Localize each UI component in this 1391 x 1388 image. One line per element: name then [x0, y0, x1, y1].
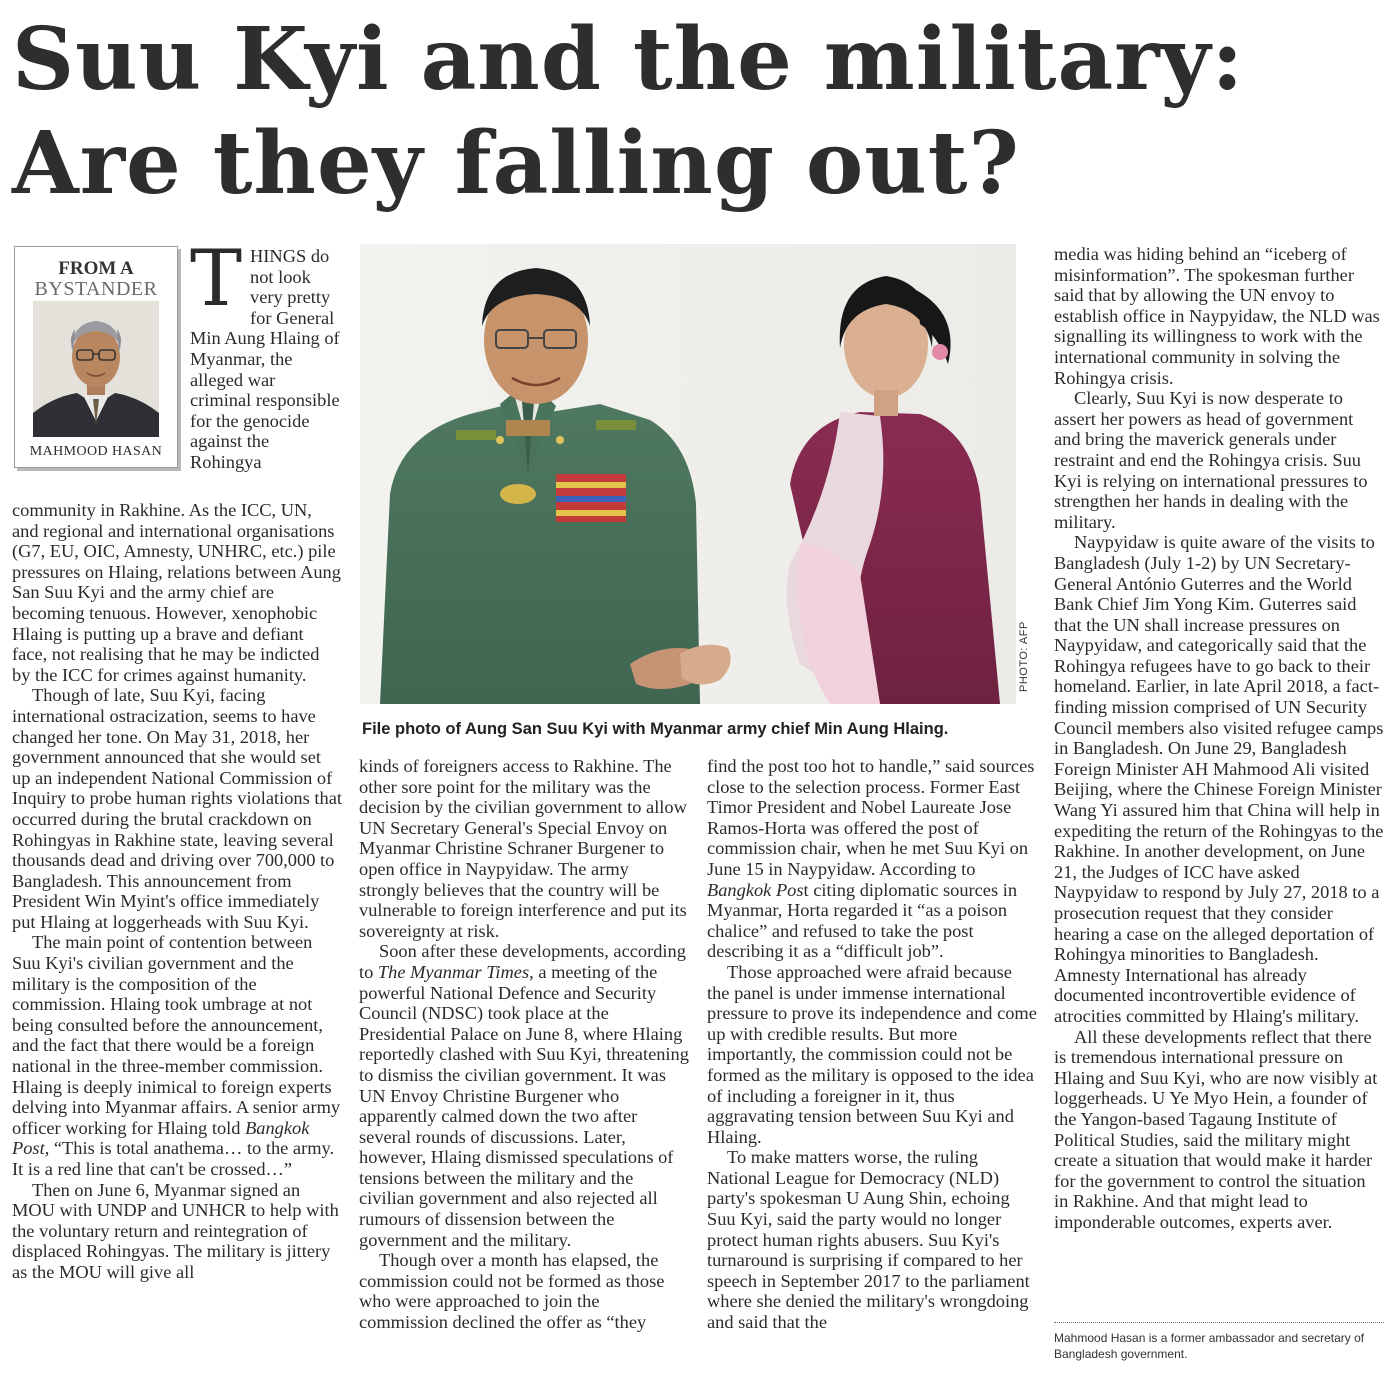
byline-box: [14, 246, 178, 468]
article-photo: [360, 244, 1016, 704]
headline-line-1: Suu Kyi and the military:: [12, 9, 1245, 110]
paragraph: To make matters worse, the ruling National League for Democracy (NLD) party's spokesman U Aung Shin, echoing Suu Kyi, said the party would no longer protect human rights abusers. Suu Kyi's turnaround is surprising if compared to her speech in September 2017 to the parliament where she denied the military's wrongdoing and said that the: [707, 1147, 1030, 1333]
publication-name: Bangkok Pos: [707, 879, 804, 900]
paragraph-text: Soon after these developments, according to: [359, 941, 686, 982]
article-column-1: [12, 500, 342, 1283]
headline-line-2: Are they falling out?: [12, 113, 1020, 214]
article-lead-column: [190, 234, 340, 473]
headline: [12, 8, 1382, 216]
article-column-3: [707, 756, 1037, 1333]
paragraph: [707, 756, 1037, 962]
paragraph: [12, 932, 342, 1179]
byline-author-name: MAHMOOD HASAN: [29, 444, 163, 459]
article-lead-text: HINGS do not look very pretty for General Min Aung Hlaing of Myanmar, the alleged war criminal responsible for the genocide against the Rohingya: [190, 246, 340, 472]
paragraph: Though of late, Suu Kyi, facing international ostracization, seems to have changed her tone. On May 31, 2018, her government announced that she would set up an independent National Commission of Inquiry to probe human rights violations that occurred during the brutal crackdown on Rohingyas in Rakhine state, leaving several thousands dead and driving over 700,000 to Bangladesh. This announcement from President Win Myint's office immediately put Hlaing at loggerheads with Suu Kyi.: [12, 685, 342, 932]
paragraph-text: , a meeting of the powerful National Defence and Security Council (NDSC) took place at the Presidential Palace on June 8, where Hlaing reportedly clashed with Suu Kyi, threatening to dismiss the civilian government. It was UN Envoy Christine Burgener who apparently calmed down the two after several rounds of discussions. Later, however, Hlaing dismissed speculations of tensions between the military and the civilian government and also rejected all rumours of dissension between the government and the military.: [359, 961, 689, 1250]
paragraph-text: find the post too hot to handle,” said sources close to the selection process. Former East Timor President and Nobel Laureate Jose Ramos-Horta was offered the post of commission chair, when he met Suu Kyi on June 15 in Naypyidaw. According to: [707, 756, 1035, 879]
photo-illustration: [360, 244, 1016, 704]
author-portrait: [33, 301, 159, 437]
author-note-divider: [1054, 1322, 1384, 1323]
photo-credit-text: PHOTO: AFP: [1018, 621, 1030, 692]
byline-from: FROM A: [58, 258, 134, 279]
byline-column-name: BYSTANDER: [34, 278, 158, 300]
paragraph: Clearly, Suu Kyi is now desperate to assert her powers as head of government and bring the maverick generals under restraint and end the Rohingya crisis. Suu Kyi is relying on international pressures to strengthen her hands in dealing with the military.: [1054, 388, 1368, 532]
author-note: Mahmood Hasan is a former ambassador and secretary of Bangladesh government.: [1054, 1331, 1365, 1361]
paragraph: Naypyidaw is quite aware of the visits to Bangladesh (July 1-2) by UN Secretary-General António Guterres and the World Bank Chief Jim Yong Kim. Guterres said that the UN shall increase pressures on Naypyidaw, and categorically said that the Rohingya refugees have to go back to their homeland. Earlier, in late April 2018, a fact-finding mission comprised of UN Security Council members also visited refugee camps in Bangladesh. On June 29, Bangladesh Foreign Minister AH Mahmood Ali visited Beijing, where the Chinese Foreign Minister Wang Yi assured him that China will help in expediting the return of the Rohingyas to the Rakhine. In another development, on June 21, the Judges of ICC have asked Naypyidaw to respond by July 27, 2018 to a prosecution request that they consider hearing a case on the alleged deportation of Rohingya minorities to Bangladesh. Amnesty International has already documented incontrovertible evidence of atrocities committed by Hlaing's military.: [1054, 532, 1384, 1026]
paragraph: All these developments reflect that there is tremendous international pressure on Hlaing and Suu Kyi, who are now visibly at loggerheads. U Ye Myo Hein, a founder of the Yangon-based Tagaung Institute of Political Studies, said the military might create a situation that would make it harder for the government to control the situation in Rakhine. And that might lead to imponderable outcomes, experts aver.: [1054, 1026, 1378, 1232]
publication-name: The Myanmar Times: [377, 961, 530, 982]
article-column-2: [359, 756, 689, 1333]
paragraph-text: t citing diplomatic sources in Myanmar, Horta regarded it “as a poison chalice” and refused to take the post describing it as a “difficult job”.: [707, 879, 1018, 962]
photo-caption: File photo of Aung San Suu Kyi with Myanmar army chief Min Aung Hlaing.: [362, 720, 949, 738]
paragraph: media was hiding behind an “iceberg of misinformation”. The spokesman further said that by allowing the UN envoy to establish office in Naypyidaw, the NLD was signalling its willingness to work with the international community in solving the Rohingya crisis.: [1054, 244, 1380, 388]
paragraph-text: The main point of contention between Suu Kyi's civilian government and the military is the composition of the commission. Hlaing took umbrage at not being consulted before the announcement, and the fact that there would be a foreign national in the three-member commission. Hlaing is deeply inimical to foreign experts delving into Myanmar affairs. A senior army officer working for Hlaing told: [12, 932, 341, 1138]
paragraph-text: , “This is total anathema… to the army. It is a red line that can't be crossed…”: [12, 1138, 335, 1179]
article-column-4: [1054, 244, 1384, 1233]
dropcap-letter: T: [190, 234, 243, 324]
publication-name: Bangkok Post: [12, 1117, 310, 1159]
paragraph: community in Rakhine. As the ICC, UN, and regional and international organisations (G7, EU, OIC, Amnesty, UNHRC, etc.) pile pressures on Hlaing, relations between Aung San Suu Kyi and the army chief are becoming tenuous. However, xenophobic Hlaing is putting up a brave and defiant face, not realising that he may be indicted by the ICC for crimes against humanity.: [12, 500, 341, 685]
paragraph: Those approached were afraid because the panel is under immense international pressure to prove its independence and come up with credible results. But more importantly, the commission could not be formed as the military is opposed to the idea of including a foreigner in it, thus aggravating tension between Suu Kyi and Hlaing.: [707, 961, 1037, 1147]
paragraph: [359, 941, 689, 1250]
paragraph: kinds of foreigners access to Rakhine. The other sore point for the military was the decision by the civilian government to allow UN Secretary General's Special Envoy on Myanmar Christine Schraner Burgener to open office in Naypyidaw. The army strongly believes that the country will be vulnerable to foreign interference and put its sovereignty at risk.: [359, 756, 687, 941]
photo-credit: [1018, 618, 1034, 698]
paragraph: Then on June 6, Myanmar signed an MOU with UNDP and UNHCR to help with the voluntary return and reintegration of displaced Rohingyas. The military is jittery as the MOU will give all: [12, 1179, 339, 1282]
paragraph: Though over a month has elapsed, the commission could not be formed as those who were approached to join the commission declined the offer as “they: [359, 1250, 665, 1333]
author-portrait-illustration: [33, 301, 159, 437]
